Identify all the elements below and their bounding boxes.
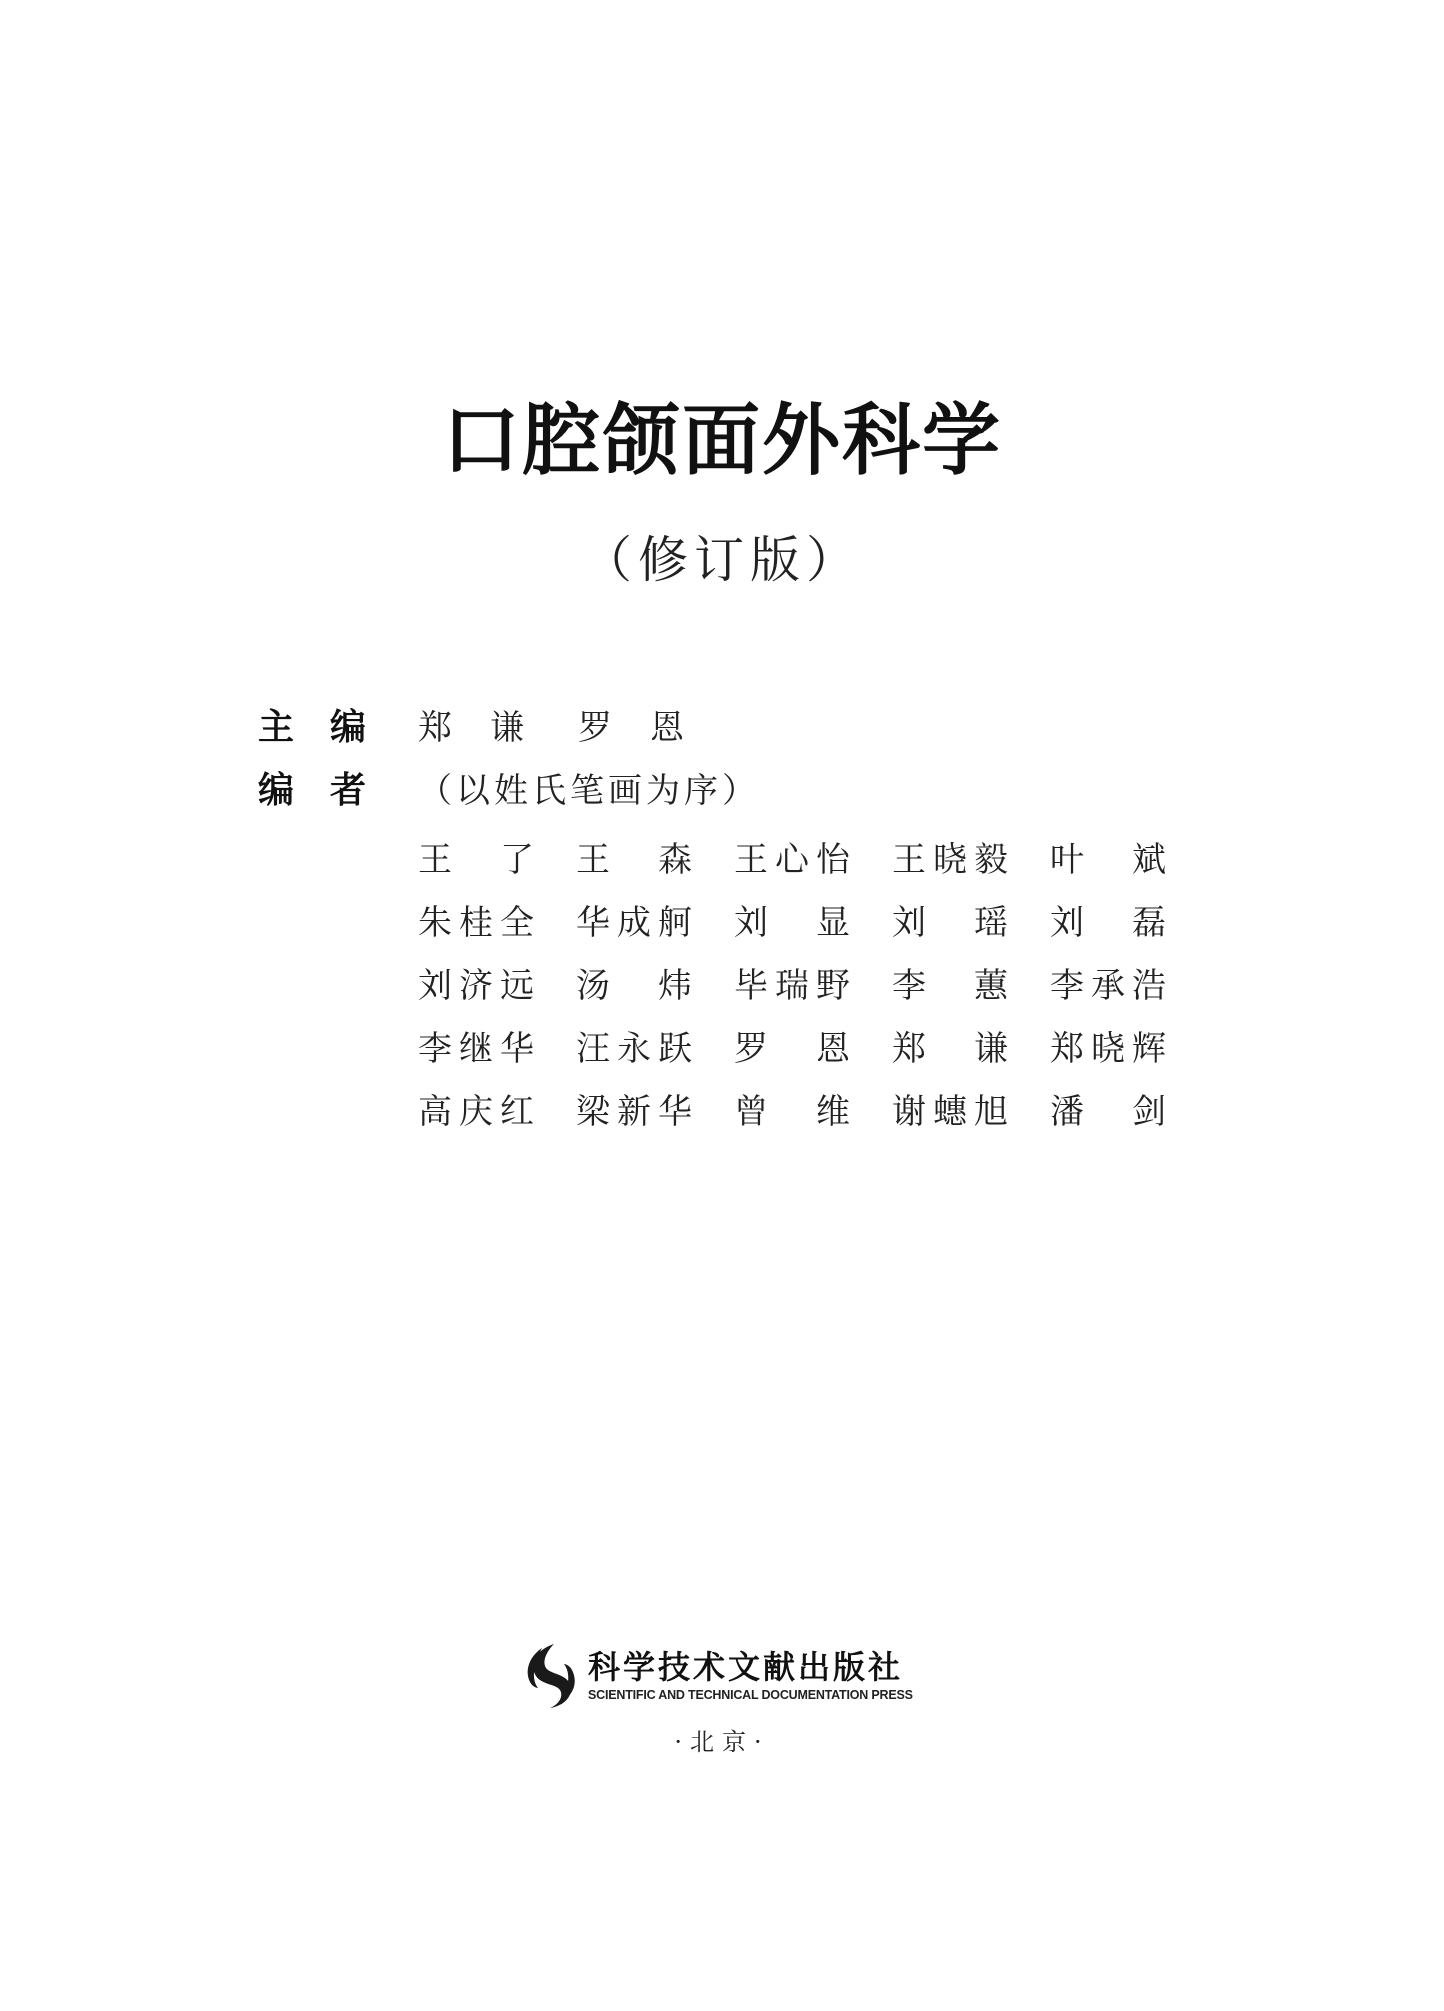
chief-editor-name: 罗恩: [578, 707, 722, 748]
editor-name: 王 森: [576, 840, 692, 880]
publisher-city: ·北京·: [674, 1728, 770, 1756]
publisher-logo-icon: [520, 1640, 580, 1710]
editor-name: 叶 斌: [1050, 840, 1166, 880]
editor-name: 曾 维: [734, 1092, 850, 1132]
editors-order-note: （以姓氏笔画为序）: [418, 770, 760, 811]
publisher-block: [520, 1640, 913, 1710]
chief-editors-names: [418, 700, 738, 749]
editor-name: 罗 恩: [734, 1029, 850, 1069]
editor-name: 华 成 舸: [576, 903, 692, 943]
editors-names-grid: [418, 825, 1208, 1140]
editor-name: 王 晓 毅: [892, 840, 1008, 880]
editor-name: 刘 磊: [1050, 903, 1166, 943]
editor-name: 谢 蟪 旭: [892, 1092, 1008, 1132]
editor-name: 梁 新 华: [576, 1092, 692, 1132]
publisher-name-en: SCIENTIFIC AND TECHNICAL DOCUMENTATION PRESS: [588, 1688, 913, 1702]
editor-name: 刘 显: [734, 903, 850, 943]
editor-name: 刘 济 远: [418, 966, 534, 1006]
editors-label: 编者: [258, 769, 403, 811]
chief-editors-label: 主编: [258, 706, 403, 748]
book-title: 口腔颌面外科学: [441, 396, 1002, 486]
editor-name: 郑 晓 辉: [1050, 1029, 1166, 1069]
editor-name: 毕 瑞 野: [734, 966, 850, 1006]
chief-editor-name: 郑谦: [418, 707, 562, 748]
editor-name: 潘 剑: [1050, 1092, 1166, 1132]
book-subtitle: （修订版）: [582, 531, 862, 589]
publisher-name-cn: 科学技术文献出版社: [588, 1648, 904, 1686]
editor-name: 王 心 怡: [734, 840, 850, 880]
editor-name: 李 蕙: [892, 966, 1008, 1006]
editor-name: 郑 谦: [892, 1029, 1008, 1069]
editor-name: 朱 桂 全: [418, 903, 534, 943]
editor-name: 刘 瑶: [892, 903, 1008, 943]
editor-name: 李 继 华: [418, 1029, 534, 1069]
editor-name: 王 了: [418, 840, 534, 880]
editor-name: 高 庆 红: [418, 1092, 534, 1132]
editor-name: 汤 炜: [576, 966, 692, 1006]
editors-row: [258, 757, 760, 817]
editor-name: 汪 永 跃: [576, 1029, 692, 1069]
chief-editors-row: [258, 694, 738, 754]
editor-name: 李 承 浩: [1050, 966, 1166, 1006]
